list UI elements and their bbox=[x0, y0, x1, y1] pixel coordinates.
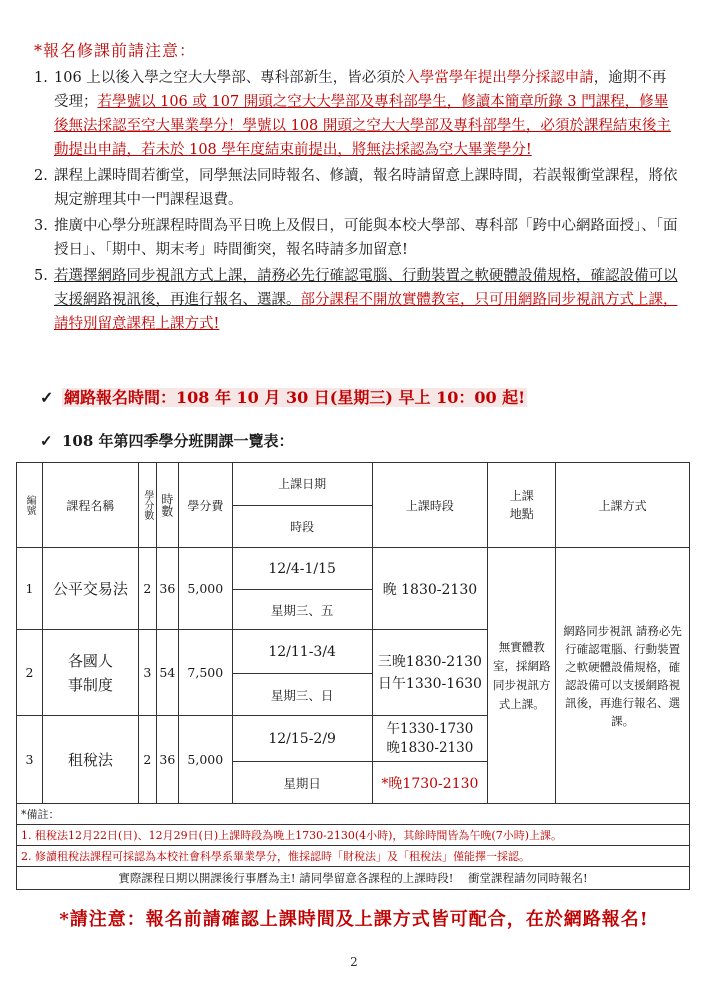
notice-warning: 若學號以 106 或 107 開頭之空大大學部及專科部學生，修讀本簡章所錄 3 門課程，修畢後無法採認至空大畢業學分！學號以 108 開頭之空大大學部及專科部學生，必須於課程結束後主動提出申請，若未於 108 學年度結束前提出，將無法採認為空大畢業學分! bbox=[54, 94, 671, 158]
check-icon: ✓ bbox=[40, 432, 53, 450]
note-2: 2. 修讀租稅法課程可採認為本校社會科學系畢業學分，惟採認時「財稅法」及「租稅法」僅能擇一採認。 bbox=[17, 846, 690, 867]
notice-item-number: 5. bbox=[34, 268, 48, 284]
row-hours: 36 bbox=[156, 716, 178, 804]
notice-text: 106 上以後入學之空大大學部、專科部新生，皆必須於 bbox=[54, 70, 406, 86]
row-dates: 12/15-2/9 bbox=[232, 716, 372, 762]
row-num: 3 bbox=[17, 716, 43, 804]
row-days: 星期三、日 bbox=[232, 674, 372, 716]
row-credits: 2 bbox=[138, 716, 156, 804]
note-row bbox=[17, 825, 690, 846]
row-hours: 36 bbox=[156, 548, 178, 630]
header-method: 上課方式 bbox=[556, 463, 690, 548]
notice-list bbox=[34, 66, 680, 338]
row-dates: 12/11-3/4 bbox=[232, 630, 372, 674]
registration-time: 網路報名時間：108 年 10 月 30 日(星期三) 早上 10：00 起! bbox=[64, 388, 526, 407]
row-time-line: 午1330-1730 bbox=[386, 720, 474, 737]
row-num: 2 bbox=[17, 630, 43, 716]
row-days: 星期日 bbox=[232, 762, 372, 804]
row-time-line: 三晚1830-2130 bbox=[377, 653, 482, 670]
row-days: 星期三、五 bbox=[232, 590, 372, 630]
row-fee: 7,500 bbox=[178, 630, 232, 716]
notice-item-number: 3. bbox=[34, 218, 48, 234]
header-name: 課程名稱 bbox=[42, 463, 138, 548]
row-credits: 3 bbox=[138, 630, 156, 716]
table-row bbox=[17, 548, 690, 590]
notice-item-body bbox=[54, 264, 680, 336]
row-time-line: 日午1330-1630 bbox=[377, 675, 482, 692]
notice-item-3 bbox=[34, 214, 680, 262]
registration-time-row bbox=[40, 385, 527, 408]
warning-text: *請注意：報名前請確認上課時間及上課方式皆可配合，在於網路報名! bbox=[59, 909, 649, 930]
note-row bbox=[17, 804, 690, 825]
header-place bbox=[488, 463, 556, 548]
row-time-special: *晚1730-2130 bbox=[372, 762, 488, 804]
row-dates: 12/4-1/15 bbox=[232, 548, 372, 590]
notice-item-body: 推廣中心學分班課程時間為平日晚上及假日，可能與本校大學部、專科部「跨中心網路面授」、「面授日」、「期中、期末考」時間衝突，報名時請多加留意! bbox=[54, 218, 678, 258]
row-num: 1 bbox=[17, 548, 43, 630]
notice-item-5 bbox=[34, 264, 680, 336]
row-time bbox=[372, 630, 488, 716]
header-fee: 學分費 bbox=[178, 463, 232, 548]
notice-title: *報名修課前請注意： bbox=[34, 41, 197, 60]
notice-item-2 bbox=[34, 164, 680, 212]
method-cell: 網路同步視訊 請務必先行確認電腦、行動裝置之軟硬體設備規格，確認設備可以支援網路視訊後，再進行報名、選課。 bbox=[556, 548, 690, 804]
table-title-row bbox=[40, 430, 294, 451]
notice-text: 若選擇網路同步視訊方式上課，請務必先行確認電腦、行動裝置之軟硬體設備規格，確認設備可以支援網路視訊後，再進行報名、選課。 bbox=[54, 268, 678, 308]
row-fee: 5,000 bbox=[178, 716, 232, 804]
table-footer: 實際課程日期以開課後行事曆為主! 請同學留意各課程的上課時段! 衝堂課程請勿同時報名! bbox=[17, 867, 690, 890]
table-header-row bbox=[17, 463, 690, 506]
note-label: *備註： bbox=[17, 804, 690, 825]
row-hours: 54 bbox=[156, 630, 178, 716]
table-title: 108 年第四季學分班開課一覽表： bbox=[62, 432, 294, 450]
course-table bbox=[16, 462, 690, 890]
note-1: 1. 租稅法12月22日(日)、12月29日(日)上課時段為晚上1730-2130(4小時)，其餘時間皆為午晚(7小時)上課。 bbox=[17, 825, 690, 846]
page-number: 2 bbox=[350, 955, 358, 969]
header-time: 上課時段 bbox=[372, 463, 488, 548]
row-credits: 2 bbox=[138, 548, 156, 630]
header-hours: 時數 bbox=[156, 463, 178, 548]
notice-item-body bbox=[54, 66, 680, 162]
row-time bbox=[372, 716, 488, 762]
note-row bbox=[17, 846, 690, 867]
notice-item-number: 1. bbox=[34, 70, 48, 86]
header-credits: 學分數 bbox=[138, 463, 156, 548]
footer-row bbox=[17, 867, 690, 890]
row-fee: 5,000 bbox=[178, 548, 232, 630]
check-icon: ✓ bbox=[40, 388, 54, 407]
row-time: 晚 1830-2130 bbox=[372, 548, 488, 630]
notice-warning: 部分課程不開放實體教室，只可用網路同步視訊方式上課，請特別留意課程上課方式! bbox=[54, 292, 678, 332]
notice-item-body: 課程上課時間若衝堂，同學無法同時報名、修讀，報名時請留意上課時間，若誤報衝堂課程，將依規定辦理其中一門課程退費。 bbox=[54, 168, 678, 208]
place-cell: 無實體教室，採網路同步視訊方式上課。 bbox=[488, 548, 556, 804]
header-place-label: 上課地點 bbox=[509, 489, 534, 521]
row-time-line: 晚1830-2130 bbox=[386, 739, 474, 756]
row-course-name bbox=[42, 630, 138, 716]
notice-text: ，逾期不再受理； bbox=[54, 70, 667, 110]
notice-highlight: 入學當學年提出學分採認申請 bbox=[405, 70, 594, 86]
notice-item-1 bbox=[34, 66, 680, 162]
row-course-name: 公平交易法 bbox=[42, 548, 138, 630]
header-period: 時段 bbox=[232, 505, 372, 548]
header-num: 編號 bbox=[17, 463, 43, 548]
header-dates: 上課日期 bbox=[232, 463, 372, 506]
row-course-name: 租稅法 bbox=[42, 716, 138, 804]
notice-item-number: 2. bbox=[34, 168, 48, 184]
row-course-name-text: 各國人事制度 bbox=[67, 651, 113, 694]
